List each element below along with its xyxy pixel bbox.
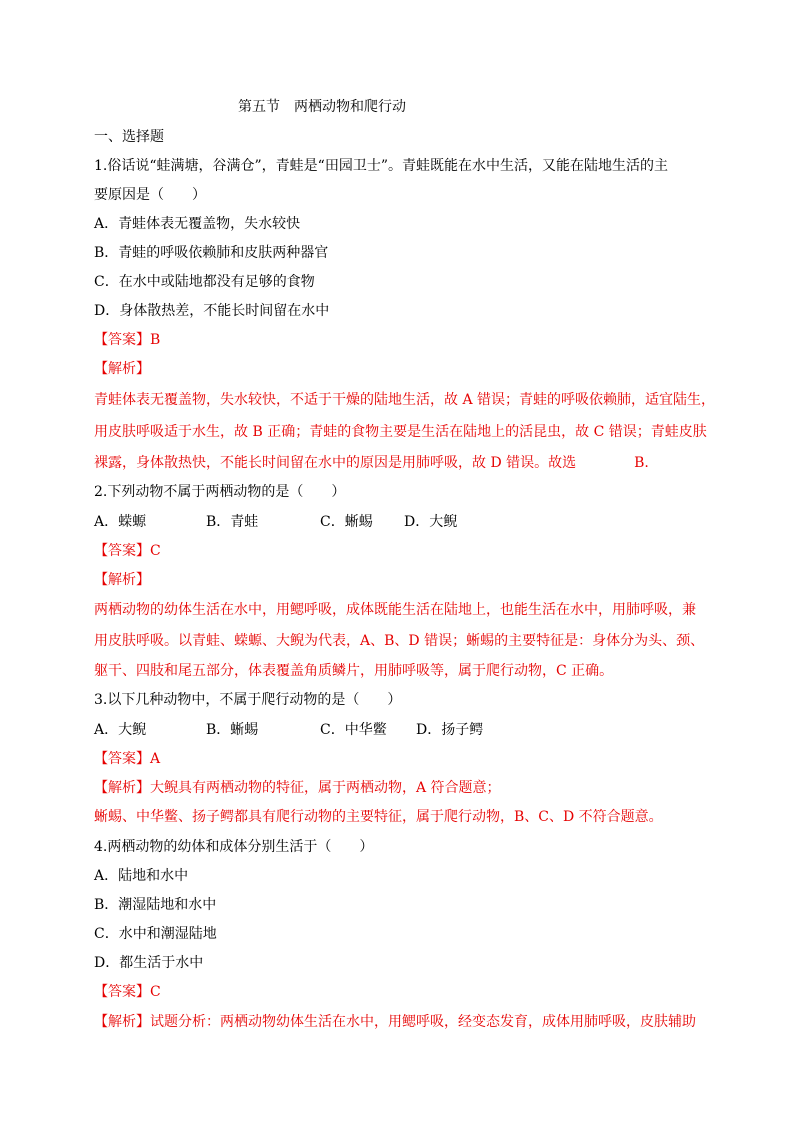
q2-analysis-line3: 躯干、四肢和尾五部分，体表覆盖角质鳞片，用肺呼吸等，属于爬行动物，C 正确。 bbox=[94, 663, 614, 679]
q1-analysis-line3 bbox=[94, 454, 649, 472]
q4-answer bbox=[94, 983, 161, 1001]
analysis-label: 【解析】 bbox=[94, 780, 150, 796]
q3-analysis-line1 bbox=[94, 779, 501, 797]
q1-answer bbox=[94, 331, 160, 349]
analysis-text: 裸露，身体散热快，不能长时间留在水中的原因是用肺呼吸，故 D 错误。故选 bbox=[94, 455, 577, 471]
section-heading: 一、选择题 bbox=[94, 129, 164, 145]
analysis-text: 试题分析：两栖动物幼体生活在水中，用鳃呼吸，经变态发育，成体用肺呼吸，皮肤辅助 bbox=[150, 1014, 696, 1030]
q3-option-b: B．蜥蜴 bbox=[206, 722, 259, 738]
analysis-tail: B. bbox=[634, 455, 649, 471]
q2-analysis-label: 【解析】 bbox=[94, 572, 150, 588]
q2-answer bbox=[94, 542, 161, 560]
answer-label: 【答案】 bbox=[94, 543, 150, 559]
q1-analysis-line2: 用皮肤呼吸适于水生，故 B 正确；青蛙的食物主要是生活在陆地上的活昆虫，故 C 错误；青蛙皮肤 bbox=[94, 424, 707, 440]
q2-analysis-line2: 用皮肤呼吸。以青蛙、蝾螈、大鲵为代表，A、B、D 错误；蜥蜴的主要特征是：身体分为头、颈、 bbox=[94, 633, 705, 649]
q2-option-a: A．蝾螈 bbox=[94, 514, 147, 530]
answer-value: A bbox=[150, 751, 161, 767]
q1-stem-line1: 1.俗话说“蛙满塘，谷满仓”，青蛙是“田园卫士”。青蛙既能在水中生活，又能在陆地生活的主 bbox=[94, 158, 668, 174]
q2-option-b: B．青蛙 bbox=[206, 514, 259, 530]
answer-label: 【答案】 bbox=[94, 751, 150, 767]
q1-analysis-label: 【解析】 bbox=[94, 361, 150, 377]
analysis-label: 【解析】 bbox=[94, 1014, 150, 1030]
q1-option-b: B．青蛙的呼吸依赖肺和皮肤两种器官 bbox=[94, 245, 329, 261]
q4-option-a: A．陆地和水中 bbox=[94, 868, 189, 884]
answer-value: C bbox=[150, 543, 161, 559]
q1-stem-line2: 要原因是（ ） bbox=[94, 187, 206, 203]
q2-stem: 2.下列动物不属于两栖动物的是（ ） bbox=[94, 484, 346, 500]
answer-label: 【答案】 bbox=[94, 984, 150, 1000]
answer-value: B bbox=[150, 332, 161, 348]
analysis-text: 大鲵具有两栖动物的特征，属于两栖动物，A 符合题意； bbox=[150, 780, 501, 796]
q3-options bbox=[94, 721, 483, 739]
q1-analysis-line1: 青蛙体表无覆盖物，失水较快，不适于干燥的陆地生活，故 A 错误；青蛙的呼吸依赖肺，适宜陆生， bbox=[94, 392, 716, 408]
answer-value: C bbox=[150, 984, 161, 1000]
q1-option-c: C．在水中或陆地都没有足够的食物 bbox=[94, 274, 315, 290]
q4-option-d: D．都生活于水中 bbox=[94, 955, 204, 971]
q1-option-a: A．青蛙体表无覆盖物，失水较快 bbox=[94, 216, 301, 232]
q3-option-d: D．扬子鳄 bbox=[416, 722, 484, 738]
q4-option-c: C．水中和潮湿陆地 bbox=[94, 926, 217, 942]
q2-analysis-line1: 两栖动物的幼体生活在水中，用鳃呼吸，成体既能生活在陆地上，也能生活在水中，用肺呼吸，兼 bbox=[94, 602, 696, 618]
q3-option-a: A．大鲵 bbox=[94, 722, 147, 738]
q3-option-c: C．中华鳖 bbox=[320, 722, 387, 738]
q3-answer bbox=[94, 750, 160, 768]
q2-option-c: C．蜥蜴 bbox=[320, 514, 373, 530]
q2-option-d: D．大鲵 bbox=[404, 514, 458, 530]
q3-stem: 3.以下几种动物中，不属于爬行动物的是（ ） bbox=[94, 692, 402, 708]
q2-options bbox=[94, 513, 457, 531]
q4-analysis-line1 bbox=[94, 1013, 696, 1031]
page-title: 第五节 两栖动物和爬行动 bbox=[238, 99, 406, 115]
answer-label: 【答案】 bbox=[94, 332, 150, 348]
q3-analysis-line2: 蜥蜴、中华鳖、扬子鳄都具有爬行动物的主要特征，属于爬行动物，B、C、D 不符合题意。 bbox=[94, 809, 663, 825]
q1-option-d: D．身体散热差，不能长时间留在水中 bbox=[94, 303, 330, 319]
q4-option-b: B．潮湿陆地和水中 bbox=[94, 897, 217, 913]
q4-stem: 4.两栖动物的幼体和成体分别生活于（ ） bbox=[94, 839, 374, 855]
